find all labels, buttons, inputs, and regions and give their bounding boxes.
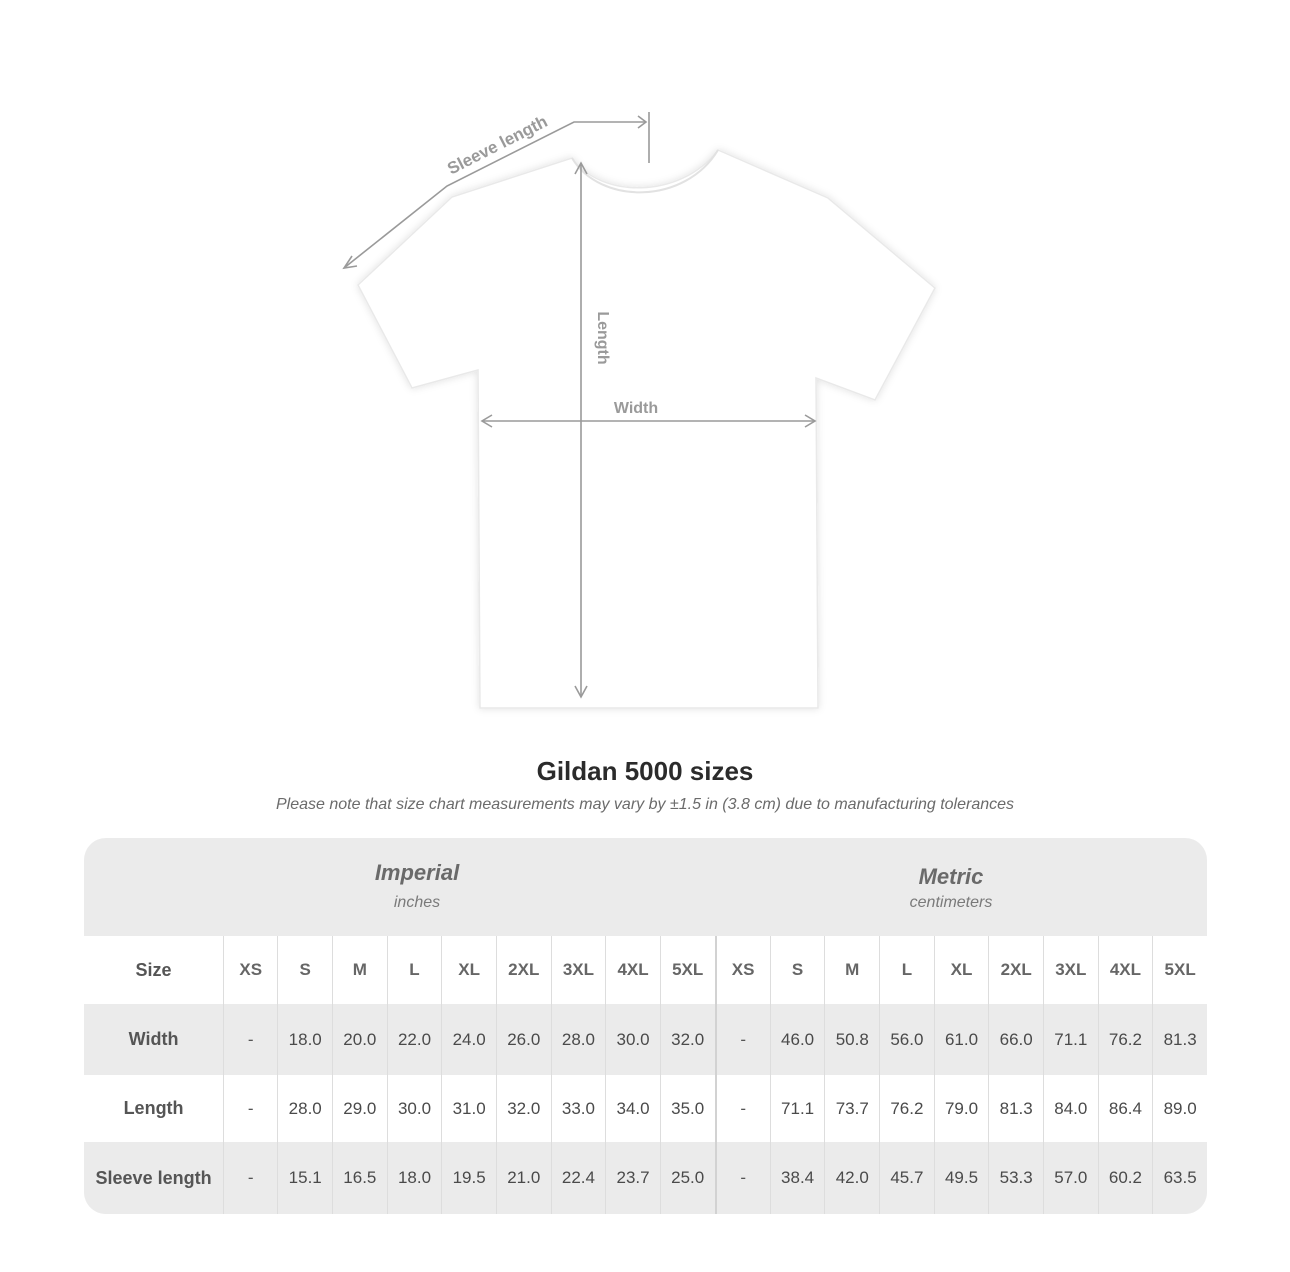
size-header-metric: 5XL (1153, 936, 1207, 1004)
size-table (84, 838, 1207, 1214)
imperial-value: - (224, 1004, 278, 1075)
size-header-imperial: 5XL (660, 936, 715, 1004)
metric-value: 60.2 (1098, 1142, 1153, 1214)
metric-value: - (716, 1142, 771, 1214)
imperial-value: 24.0 (442, 1004, 497, 1075)
imperial-value: - (224, 1142, 278, 1214)
metric-value: 50.8 (825, 1004, 880, 1075)
imperial-value: - (224, 1075, 278, 1142)
size-header-metric: XS (716, 936, 771, 1004)
row-label: Length (84, 1075, 224, 1142)
imperial-value: 25.0 (660, 1142, 715, 1214)
imperial-unit: inches (393, 894, 441, 911)
tshirt-shape (358, 150, 935, 708)
imperial-header (226, 838, 608, 936)
metric-value: 76.2 (880, 1075, 935, 1142)
chart-title: Gildan 5000 sizes (536, 756, 754, 786)
tolerance-note: Please note that size chart measurements may vary by ±1.5 in (3.8 cm) due to manufacturing tolerances (275, 796, 1015, 813)
size-header-metric: 2XL (989, 936, 1044, 1004)
size-header-metric: L (880, 936, 935, 1004)
metric-value: 46.0 (770, 1004, 825, 1075)
metric-value: 61.0 (934, 1004, 989, 1075)
imperial-title: Imperial (374, 860, 460, 885)
table-row (84, 1142, 1207, 1214)
imperial-value: 16.5 (333, 1142, 388, 1214)
imperial-value: 21.0 (496, 1142, 551, 1214)
size-header-label: Size (84, 936, 224, 1004)
imperial-value: 32.0 (496, 1075, 551, 1142)
row-label: Width (84, 1004, 224, 1075)
table-row (84, 1004, 1207, 1075)
imperial-value: 28.0 (551, 1004, 606, 1075)
size-header-imperial: 4XL (606, 936, 661, 1004)
metric-value: 71.1 (770, 1075, 825, 1142)
metric-value: 49.5 (934, 1142, 989, 1214)
imperial-value: 18.0 (387, 1142, 442, 1214)
imperial-value: 34.0 (606, 1075, 661, 1142)
metric-value: 89.0 (1153, 1075, 1207, 1142)
imperial-value: 23.7 (606, 1142, 661, 1214)
imperial-value: 22.4 (551, 1142, 606, 1214)
size-header-metric: 4XL (1098, 936, 1153, 1004)
imperial-value: 31.0 (442, 1075, 497, 1142)
metric-title: Metric (918, 864, 984, 889)
metric-unit: centimeters (909, 894, 993, 911)
metric-value: 79.0 (934, 1075, 989, 1142)
imperial-value: 29.0 (333, 1075, 388, 1142)
metric-value: 66.0 (989, 1004, 1044, 1075)
imperial-value: 28.0 (278, 1075, 333, 1142)
size-header-imperial: XL (442, 936, 497, 1004)
metric-value: 73.7 (825, 1075, 880, 1142)
imperial-value: 30.0 (606, 1004, 661, 1075)
size-header-metric: M (825, 936, 880, 1004)
metric-value: 84.0 (1043, 1075, 1098, 1142)
metric-value: 63.5 (1153, 1142, 1207, 1214)
table-row (84, 1075, 1207, 1142)
imperial-value: 35.0 (660, 1075, 715, 1142)
size-header-metric: XL (934, 936, 989, 1004)
size-grid (84, 936, 1207, 1214)
imperial-value: 26.0 (496, 1004, 551, 1075)
metric-value: 56.0 (880, 1004, 935, 1075)
size-header-imperial: M (333, 936, 388, 1004)
size-header-imperial: 3XL (551, 936, 606, 1004)
metric-value: 45.7 (880, 1142, 935, 1214)
imperial-value: 15.1 (278, 1142, 333, 1214)
imperial-value: 33.0 (551, 1075, 606, 1142)
size-header-imperial: S (278, 936, 333, 1004)
imperial-value: 19.5 (442, 1142, 497, 1214)
metric-header (756, 838, 1146, 936)
metric-value: 86.4 (1098, 1075, 1153, 1142)
metric-value: - (716, 1075, 771, 1142)
metric-value: 81.3 (1153, 1004, 1207, 1075)
imperial-value: 30.0 (387, 1075, 442, 1142)
metric-value: 71.1 (1043, 1004, 1098, 1075)
size-header-imperial: XS (224, 936, 278, 1004)
size-header-imperial: L (387, 936, 442, 1004)
metric-value: 38.4 (770, 1142, 825, 1214)
size-header-imperial: 2XL (496, 936, 551, 1004)
imperial-value: 22.0 (387, 1004, 442, 1075)
size-header-metric: S (770, 936, 825, 1004)
size-header-row (84, 936, 1207, 1004)
length-label: Length (594, 311, 611, 365)
metric-value: 57.0 (1043, 1142, 1098, 1214)
metric-value: - (716, 1004, 771, 1075)
imperial-value: 20.0 (333, 1004, 388, 1075)
imperial-value: 18.0 (278, 1004, 333, 1075)
metric-value: 81.3 (989, 1075, 1044, 1142)
width-label: Width (613, 400, 659, 417)
metric-value: 42.0 (825, 1142, 880, 1214)
row-label: Sleeve length (84, 1142, 224, 1214)
imperial-value: 32.0 (660, 1004, 715, 1075)
sleeve-label: Sleeve length (444, 111, 551, 179)
size-header-metric: 3XL (1043, 936, 1098, 1004)
metric-value: 53.3 (989, 1142, 1044, 1214)
metric-value: 76.2 (1098, 1004, 1153, 1075)
